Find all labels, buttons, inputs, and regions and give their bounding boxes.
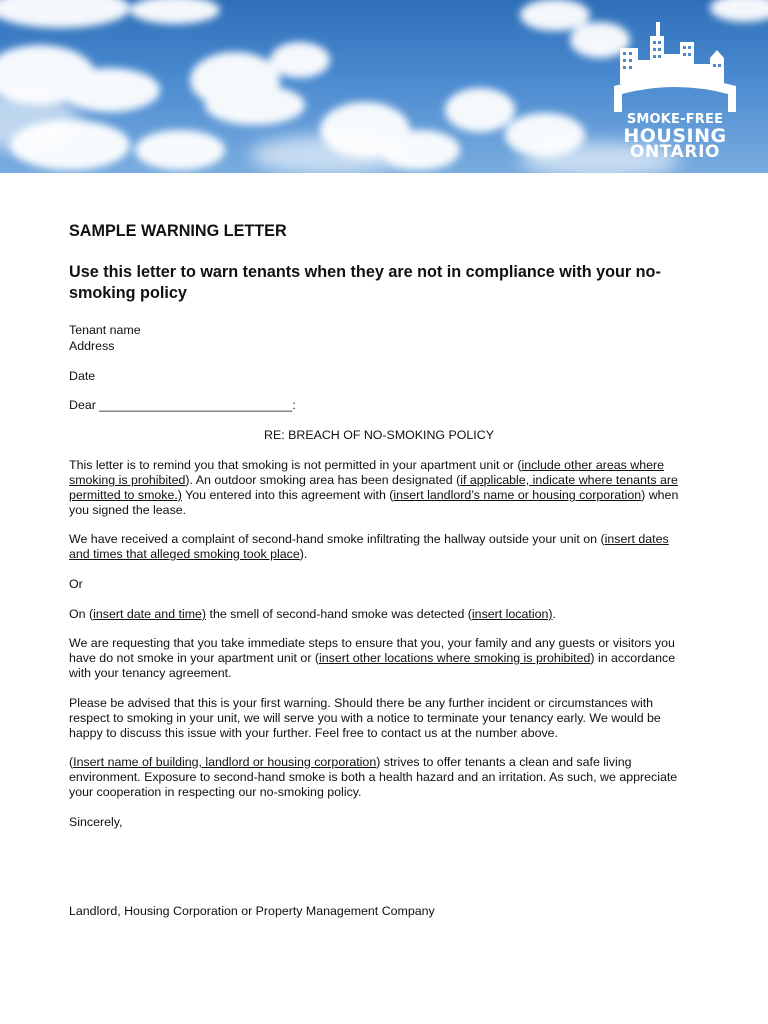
text-segment: We are requesting that you take immediate steps to ensure that you, your family and any guests or visitors you have do not smoke in your apartment unit or ( (69, 636, 675, 665)
paragraph-complaint (69, 532, 689, 562)
closing: Sincerely, (69, 815, 123, 829)
text-segment: ). (299, 547, 308, 561)
paragraph-request (69, 636, 689, 681)
text-segment: You entered into this agreement with ( (181, 488, 394, 502)
address-line: Address (69, 339, 115, 353)
letter-title: SAMPLE WARNING LETTER (69, 222, 287, 240)
placeholder-date-time: insert date and time) (93, 607, 207, 621)
smoke-free-housing-ontario-logo (612, 14, 738, 160)
logo-line-smoke-free: SMOKE-FREE (626, 112, 724, 127)
placeholder-landlord-name: insert landlord’s name or housing corporation (393, 488, 642, 502)
paragraph-reminder (69, 458, 689, 518)
placeholder-other-areas: include other areas where smoking is prohibited (69, 458, 665, 487)
logo-line-housing: HOUSING (623, 125, 727, 147)
text-segment: This letter is to remind you that smoking is not permitted in your apartment unit or ( (69, 458, 522, 472)
re-line: RE: BREACH OF NO-SMOKING POLICY (264, 428, 494, 442)
letter-subtitle: Use this letter to warn tenants when they are not in compliance with your no-smoking policy (69, 263, 661, 302)
city-skyline-icon (612, 14, 738, 114)
text-segment: On ( (69, 607, 94, 621)
sky-banner (0, 0, 768, 173)
placeholder-smoking-area: if applicable, indicate where tenants are permitted to smoke.) (69, 473, 678, 502)
date-line: Date (69, 369, 96, 383)
placeholder-dates-times: insert dates and times that alleged smoking took place (69, 532, 669, 561)
text-segment: ) in accordance with your tenancy agreement. (69, 651, 676, 680)
paragraph-detected (69, 607, 689, 622)
logo-line-ontario: ONTARIO (629, 142, 721, 162)
text-segment: . (552, 607, 556, 621)
signature-line: Landlord, Housing Corporation or Property Management Company (69, 904, 435, 918)
or-line: Or (69, 577, 83, 591)
text-segment: We have received a complaint of second-hand smoke infiltrating the hallway outside your unit on ( (69, 532, 605, 546)
placeholder-building-name: Insert name of building, landlord or housing corporation (73, 755, 377, 769)
tenant-name-line: Tenant name (69, 323, 141, 337)
text-segment: ). An outdoor smoking area has been designated ( (185, 473, 461, 487)
salutation: Dear ____________________________: (69, 398, 296, 412)
paragraph-cooperation (69, 755, 689, 800)
placeholder-other-locations: insert other locations where smoking is prohibited (319, 651, 591, 665)
placeholder-location: insert location) (471, 607, 553, 621)
text-segment: ) strives to offer tenants a clean and safe living environment. Exposure to second-hand smoke is both a health hazard and an irritation. As such, we appreciate your cooperation in respecting our no-smoking policy. (69, 755, 678, 799)
paragraph-first-warning: Please be advised that this is your first warning. Should there be any further incident or circumstances with respect to smoking in your unit, we will serve you with a notice to terminate your tenancy early. We would be happy to discuss this issue with your further. Feel free to contact us at the number above. (69, 696, 661, 740)
text-segment: ) when you signed the lease. (69, 488, 679, 517)
text-segment: the smell of second-hand smoke was detected ( (206, 607, 472, 621)
text-segment: ( (69, 755, 74, 769)
